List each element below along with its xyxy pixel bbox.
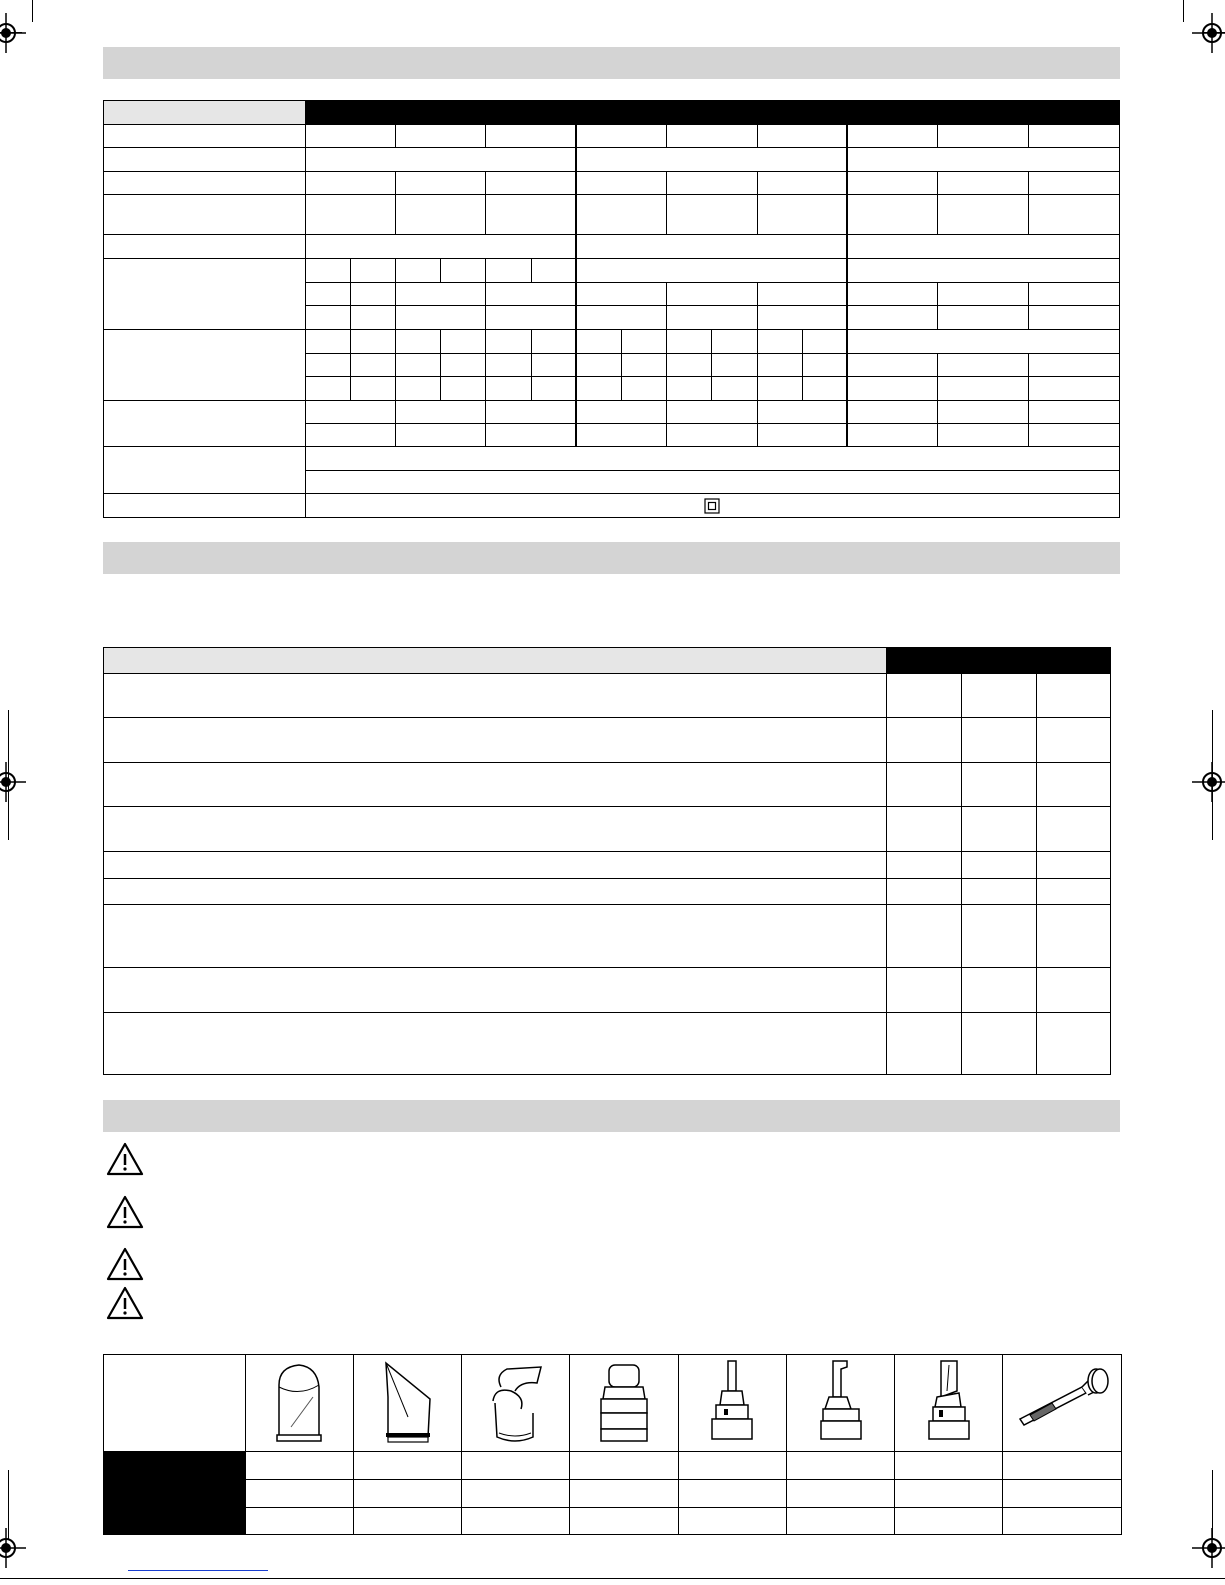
spec-cell xyxy=(847,283,937,306)
spec-cell xyxy=(576,354,621,377)
spec-cell xyxy=(757,401,847,424)
spec-cell xyxy=(441,377,486,401)
spec-cell xyxy=(667,172,757,195)
feature-cell xyxy=(1037,968,1111,1013)
spec-row-label xyxy=(104,148,306,172)
spec-cell xyxy=(350,259,395,283)
accessory-cell xyxy=(895,1508,1003,1535)
feature-header-col-2 xyxy=(962,648,1037,674)
accessory-label-cell xyxy=(104,1355,246,1452)
accessory-cell xyxy=(895,1452,1003,1480)
spec-cell xyxy=(1028,172,1119,195)
accessory-cell xyxy=(570,1452,679,1480)
feature-cell xyxy=(1037,718,1111,763)
spec-cell xyxy=(305,235,576,259)
spec-cell xyxy=(847,235,1119,259)
spec-row-label xyxy=(104,494,306,518)
accessory-cell xyxy=(1003,1452,1122,1480)
feature-cell xyxy=(1037,879,1111,905)
spec-cell xyxy=(712,330,757,354)
spec-cell xyxy=(350,354,395,377)
spec-cell xyxy=(1028,283,1119,306)
spec-cell xyxy=(667,283,757,306)
spec-cell xyxy=(847,306,937,330)
accessory-cell xyxy=(786,1480,895,1508)
feature-cell xyxy=(962,674,1037,718)
spec-cell xyxy=(757,283,847,306)
spec-cell xyxy=(531,377,576,401)
accessory-image-cell xyxy=(786,1355,895,1452)
feature-header-col-1 xyxy=(887,648,962,674)
section-header-band xyxy=(103,542,1120,574)
spec-cell xyxy=(396,377,441,401)
spec-cell xyxy=(576,377,621,401)
spec-header-model-1 xyxy=(305,101,576,125)
spec-cell xyxy=(305,148,576,172)
feature-cell xyxy=(887,807,962,852)
spec-cell xyxy=(847,259,1119,283)
spec-cell xyxy=(1028,306,1119,330)
spec-cell xyxy=(576,125,666,148)
accessory-image-cell xyxy=(570,1355,679,1452)
spec-cell xyxy=(802,354,847,377)
feature-row-label xyxy=(104,905,887,968)
spec-cell xyxy=(441,354,486,377)
feature-cell xyxy=(887,879,962,905)
accessory-cell xyxy=(1003,1480,1122,1508)
spec-cell xyxy=(486,195,576,235)
accessory-image-cell xyxy=(1003,1355,1122,1452)
spec-cell xyxy=(847,125,937,148)
accessory-image-cell xyxy=(462,1355,570,1452)
crop-tick xyxy=(8,710,9,840)
accessory-image-cell xyxy=(353,1355,462,1452)
spec-cell xyxy=(305,447,1119,471)
spec-cell xyxy=(667,377,712,401)
spec-cell xyxy=(576,283,666,306)
accessory-cell xyxy=(462,1452,570,1480)
spec-cell xyxy=(486,125,576,148)
feature-cell xyxy=(1037,1013,1111,1075)
spec-cell xyxy=(305,125,395,148)
spec-cell xyxy=(667,424,757,447)
spec-cell xyxy=(667,330,712,354)
registration-mark-bottom-right-icon xyxy=(1192,1528,1225,1568)
feature-cell xyxy=(887,718,962,763)
spec-cell xyxy=(938,401,1028,424)
spec-cell xyxy=(305,259,350,283)
spec-cell xyxy=(1028,401,1119,424)
accessory-table xyxy=(103,1354,1122,1535)
accessory-row-header xyxy=(104,1480,246,1508)
spec-cell xyxy=(621,377,666,401)
warning-triangle-icon xyxy=(105,1285,145,1321)
feature-cell xyxy=(887,905,962,968)
accessory-cell xyxy=(678,1480,786,1508)
crop-tick xyxy=(32,0,33,22)
spec-cell xyxy=(305,306,350,330)
spec-cell xyxy=(667,195,757,235)
spec-cell xyxy=(757,424,847,447)
accessory-row-header xyxy=(104,1452,246,1480)
crop-tick xyxy=(1212,710,1213,840)
spec-cell xyxy=(938,354,1028,377)
spec-cell xyxy=(305,377,350,401)
feature-cell xyxy=(1037,852,1111,879)
feature-row-label xyxy=(104,852,887,879)
spec-cell xyxy=(396,283,486,306)
crop-tick xyxy=(1212,1470,1213,1540)
spec-cell xyxy=(396,306,486,330)
fishtail-nozzle-icon xyxy=(378,1357,438,1447)
accessory-cell xyxy=(786,1508,895,1535)
feature-table xyxy=(103,647,1111,1075)
feature-cell xyxy=(962,905,1037,968)
spec-cell xyxy=(396,354,441,377)
spec-cell xyxy=(486,330,531,354)
feature-row-label xyxy=(104,1013,887,1075)
spec-cell xyxy=(305,401,395,424)
pressure-roller-icon xyxy=(1012,1357,1112,1447)
spec-cell xyxy=(486,172,576,195)
spec-row-label xyxy=(104,195,306,235)
spec-cell xyxy=(847,354,937,377)
spec-cell xyxy=(847,377,937,401)
spec-cell xyxy=(396,195,486,235)
spec-cell xyxy=(1028,195,1119,235)
spec-table xyxy=(103,100,1120,518)
spec-cell xyxy=(757,125,847,148)
spec-cell xyxy=(938,306,1028,330)
feature-cell xyxy=(962,968,1037,1013)
footer-rule xyxy=(0,1578,1225,1579)
spec-cell xyxy=(396,172,486,195)
feature-cell xyxy=(887,1013,962,1075)
spec-cell xyxy=(847,195,937,235)
crop-tick xyxy=(8,1470,9,1540)
spec-cell xyxy=(757,330,802,354)
spec-cell xyxy=(1028,424,1119,447)
spec-cell xyxy=(531,259,576,283)
accessory-cell xyxy=(895,1480,1003,1508)
spec-cell xyxy=(938,125,1028,148)
spec-cell xyxy=(802,377,847,401)
feature-cell xyxy=(887,674,962,718)
accessory-cell xyxy=(786,1452,895,1480)
spec-cell xyxy=(396,401,486,424)
accessory-image-cell xyxy=(678,1355,786,1452)
spec-cell xyxy=(486,424,576,447)
feature-cell xyxy=(1037,674,1111,718)
spec-cell xyxy=(486,354,531,377)
accessory-cell xyxy=(1003,1508,1122,1535)
accessory-cell xyxy=(678,1452,786,1480)
accessory-cell xyxy=(245,1508,353,1535)
spec-cell xyxy=(441,259,486,283)
spec-cell xyxy=(486,377,531,401)
spec-cell xyxy=(396,330,441,354)
spec-cell xyxy=(486,306,576,330)
feature-row-label xyxy=(104,968,887,1013)
accessory-cell xyxy=(462,1508,570,1535)
spec-row-label xyxy=(104,125,306,148)
spec-cell xyxy=(576,330,621,354)
spec-cell xyxy=(396,424,486,447)
spec-cell xyxy=(757,377,802,401)
spec-cell xyxy=(350,330,395,354)
spec-cell xyxy=(305,424,395,447)
feature-row-label xyxy=(104,674,887,718)
spec-cell xyxy=(305,330,350,354)
feature-cell xyxy=(962,1013,1037,1075)
registration-mark-bottom-left-icon xyxy=(0,1528,26,1568)
feature-cell xyxy=(962,879,1037,905)
feature-row-label xyxy=(104,718,887,763)
spec-cell xyxy=(305,283,350,306)
feature-header-label-cell xyxy=(104,648,887,674)
spec-cell xyxy=(847,148,1119,172)
feature-cell xyxy=(887,968,962,1013)
spec-cell xyxy=(757,306,847,330)
spec-cell xyxy=(1028,377,1119,401)
accessory-cell xyxy=(678,1508,786,1535)
spec-cell xyxy=(667,401,757,424)
accessory-cell xyxy=(353,1452,462,1480)
spec-cell xyxy=(576,306,666,330)
spec-cell xyxy=(938,377,1028,401)
spec-cell xyxy=(396,125,486,148)
spec-cell xyxy=(938,424,1028,447)
spec-cell xyxy=(621,354,666,377)
warning-triangle-icon xyxy=(105,1141,145,1177)
spec-cell xyxy=(350,377,395,401)
spec-cell xyxy=(712,354,757,377)
spec-cell xyxy=(441,330,486,354)
feature-cell xyxy=(962,807,1037,852)
welding-shoe-nozzle-icon xyxy=(811,1357,871,1447)
spec-cell xyxy=(1028,125,1119,148)
spec-cell xyxy=(305,471,1119,494)
registration-mark-mid-left-icon xyxy=(0,762,26,802)
feature-cell xyxy=(962,763,1037,807)
spec-cell xyxy=(757,354,802,377)
accessory-cell xyxy=(570,1508,679,1535)
spec-row-label xyxy=(104,172,306,195)
crop-tick xyxy=(1203,32,1225,33)
pipe-nozzle-icon xyxy=(702,1357,762,1447)
spec-cell xyxy=(847,330,1119,354)
accessory-image-cell xyxy=(895,1355,1003,1452)
accessory-cell xyxy=(353,1508,462,1535)
reducer-nozzle-icon xyxy=(589,1357,659,1447)
spec-cell xyxy=(1028,354,1119,377)
slot-nozzle-icon xyxy=(919,1357,979,1447)
feature-row-label xyxy=(104,807,887,852)
spec-header-model-2 xyxy=(576,101,847,125)
spec-row-label xyxy=(104,447,306,494)
feature-row-label xyxy=(104,763,887,807)
spec-cell xyxy=(938,283,1028,306)
accessory-row-header xyxy=(104,1508,246,1535)
glass-protection-nozzle-icon xyxy=(481,1357,551,1447)
registration-mark-top-right-icon xyxy=(1192,13,1225,53)
feature-cell xyxy=(887,852,962,879)
spec-cell xyxy=(938,195,1028,235)
spec-cell xyxy=(350,306,395,330)
spec-cell xyxy=(305,195,395,235)
spec-row-label xyxy=(104,259,306,330)
accessory-cell xyxy=(353,1480,462,1508)
spec-cell xyxy=(576,259,847,283)
feature-cell xyxy=(962,852,1037,879)
spec-cell xyxy=(667,125,757,148)
registration-mark-top-left-icon xyxy=(0,13,26,53)
warning-triangle-icon xyxy=(105,1246,145,1282)
spec-row-label xyxy=(104,401,306,447)
section-header-band xyxy=(103,1100,1120,1132)
feature-cell xyxy=(1037,763,1111,807)
crop-tick xyxy=(0,32,22,33)
spec-header-model-3 xyxy=(847,101,1119,125)
spec-cell xyxy=(486,401,576,424)
spec-cell xyxy=(621,330,666,354)
spec-cell-protection-class xyxy=(305,494,1119,518)
accessory-cell xyxy=(245,1480,353,1508)
feature-row-label xyxy=(104,879,887,905)
feature-cell xyxy=(1037,905,1111,968)
spec-cell xyxy=(305,172,395,195)
spec-cell xyxy=(847,172,937,195)
spec-cell xyxy=(938,172,1028,195)
spec-cell xyxy=(712,377,757,401)
footer-link-underline[interactable] xyxy=(128,1570,268,1571)
spec-cell xyxy=(667,306,757,330)
spec-cell xyxy=(576,195,666,235)
spec-cell xyxy=(576,148,847,172)
accessory-cell xyxy=(570,1480,679,1508)
spec-cell xyxy=(576,172,666,195)
accessory-cell xyxy=(245,1452,353,1480)
spec-cell xyxy=(305,354,350,377)
feature-cell xyxy=(887,763,962,807)
spec-row-label xyxy=(104,235,306,259)
spec-cell xyxy=(847,401,937,424)
spec-cell xyxy=(576,401,666,424)
spec-cell xyxy=(847,424,937,447)
registration-mark-mid-right-icon xyxy=(1192,762,1225,802)
feature-cell xyxy=(1037,807,1111,852)
spec-cell xyxy=(486,283,576,306)
spec-header-label-cell xyxy=(104,101,306,125)
reflector-nozzle-icon xyxy=(269,1357,329,1447)
spec-row-label xyxy=(104,330,306,401)
warning-triangle-icon xyxy=(105,1194,145,1230)
spec-cell xyxy=(576,235,847,259)
spec-cell xyxy=(576,424,666,447)
feature-cell xyxy=(962,718,1037,763)
feature-header-col-3 xyxy=(1037,648,1111,674)
double-insulation-square-icon xyxy=(704,498,720,514)
spec-cell xyxy=(757,195,847,235)
accessory-cell xyxy=(462,1480,570,1508)
spec-cell xyxy=(486,259,531,283)
section-header-band xyxy=(103,47,1120,79)
crop-tick xyxy=(1183,0,1184,22)
spec-cell xyxy=(667,354,712,377)
spec-cell xyxy=(396,259,441,283)
spec-cell xyxy=(531,354,576,377)
spec-cell xyxy=(531,330,576,354)
spec-cell xyxy=(350,283,395,306)
accessory-image-cell xyxy=(245,1355,353,1452)
spec-cell xyxy=(802,330,847,354)
spec-cell xyxy=(757,172,847,195)
